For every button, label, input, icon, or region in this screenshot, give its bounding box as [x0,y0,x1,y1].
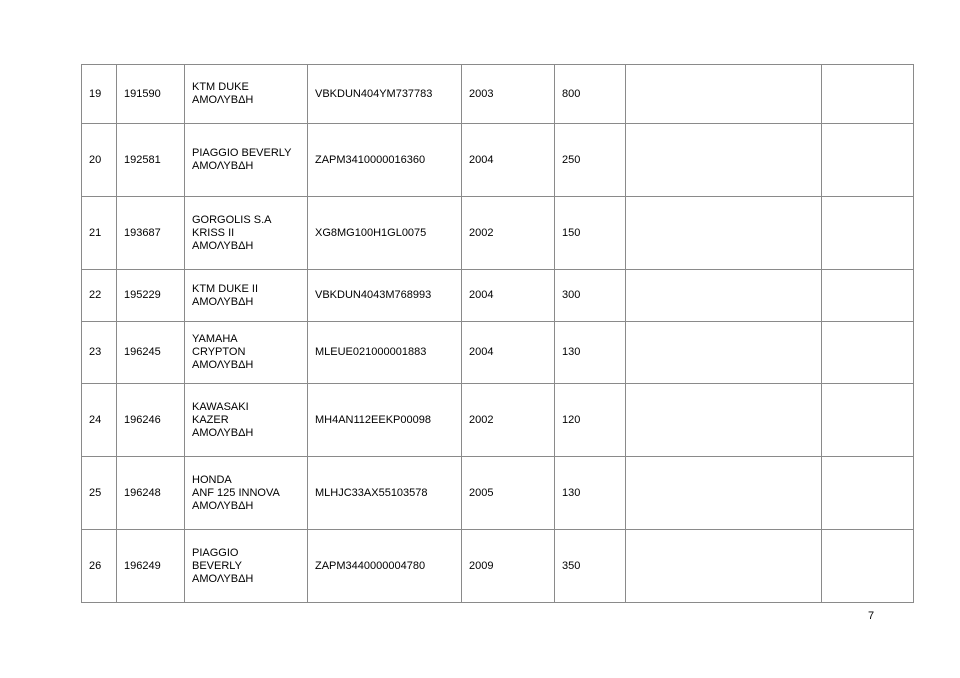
chassis-number: MH4AN112EEKP00098 [308,384,462,457]
registration-code: 196249 [117,530,185,603]
table-row [82,322,914,384]
row-number: 26 [82,530,117,603]
page-number: 7 [868,610,875,622]
row-number: 20 [82,124,117,197]
table-row [82,124,914,197]
row-number: 21 [82,197,117,270]
engine-cc: 120 [555,384,626,457]
empty-cell [626,197,822,270]
engine-cc: 150 [555,197,626,270]
vehicle-model: KTM DUKE ΑΜΟΛΥΒΔΗ [185,65,308,124]
year: 2004 [462,270,555,322]
year: 2004 [462,124,555,197]
vehicle-model: KAWASAKI KAZER ΑΜΟΛΥΒΔΗ [185,384,308,457]
year: 2002 [462,197,555,270]
vehicle-model: HONDA ANF 125 INNOVA ΑΜΟΛΥΒΔΗ [185,457,308,530]
empty-cell [822,457,914,530]
registration-code: 195229 [117,270,185,322]
vehicle-model: GORGOLIS S.A KRISS II ΑΜΟΛΥΒΔΗ [185,197,308,270]
chassis-number: ZAPM3410000016360 [308,124,462,197]
table-row [82,197,914,270]
chassis-number: VBKDUN4043M768993 [308,270,462,322]
vehicle-model: PIAGGIO BEVERLY ΑΜΟΛΥΒΔΗ [185,530,308,603]
row-number: 22 [82,270,117,322]
chassis-number: MLEUE021000001883 [308,322,462,384]
registration-code: 192581 [117,124,185,197]
year: 2005 [462,457,555,530]
empty-cell [626,530,822,603]
year: 2003 [462,65,555,124]
table-row [82,530,914,603]
empty-cell [626,65,822,124]
empty-cell [822,124,914,197]
engine-cc: 130 [555,457,626,530]
row-number: 19 [82,65,117,124]
chassis-number: MLHJC33AX55103578 [308,457,462,530]
year: 2002 [462,384,555,457]
row-number: 24 [82,384,117,457]
empty-cell [822,322,914,384]
chassis-number: VBKDUN404YM737783 [308,65,462,124]
year: 2004 [462,322,555,384]
chassis-number: XG8MG100H1GL0075 [308,197,462,270]
engine-cc: 300 [555,270,626,322]
empty-cell [626,270,822,322]
empty-cell [822,65,914,124]
table-row [82,384,914,457]
vehicle-model: KTM DUKE II ΑΜΟΛΥΒΔΗ [185,270,308,322]
empty-cell [626,322,822,384]
engine-cc: 350 [555,530,626,603]
vehicle-model: YAMAHA CRYPTON ΑΜΟΛΥΒΔΗ [185,322,308,384]
registration-code: 191590 [117,65,185,124]
empty-cell [626,384,822,457]
empty-cell [822,530,914,603]
registration-code: 196248 [117,457,185,530]
table-row [82,270,914,322]
vehicle-model: PIAGGIO BEVERLY ΑΜΟΛΥΒΔΗ [185,124,308,197]
table-row [82,65,914,124]
registration-code: 196246 [117,384,185,457]
empty-cell [822,197,914,270]
empty-cell [626,124,822,197]
engine-cc: 130 [555,322,626,384]
empty-cell [822,384,914,457]
row-number: 23 [82,322,117,384]
table-row [82,457,914,530]
row-number: 25 [82,457,117,530]
empty-cell [626,457,822,530]
empty-cell [822,270,914,322]
registration-code: 196245 [117,322,185,384]
engine-cc: 250 [555,124,626,197]
engine-cc: 800 [555,65,626,124]
year: 2009 [462,530,555,603]
vehicles-table [81,64,914,603]
chassis-number: ZAPM3440000004780 [308,530,462,603]
registration-code: 193687 [117,197,185,270]
